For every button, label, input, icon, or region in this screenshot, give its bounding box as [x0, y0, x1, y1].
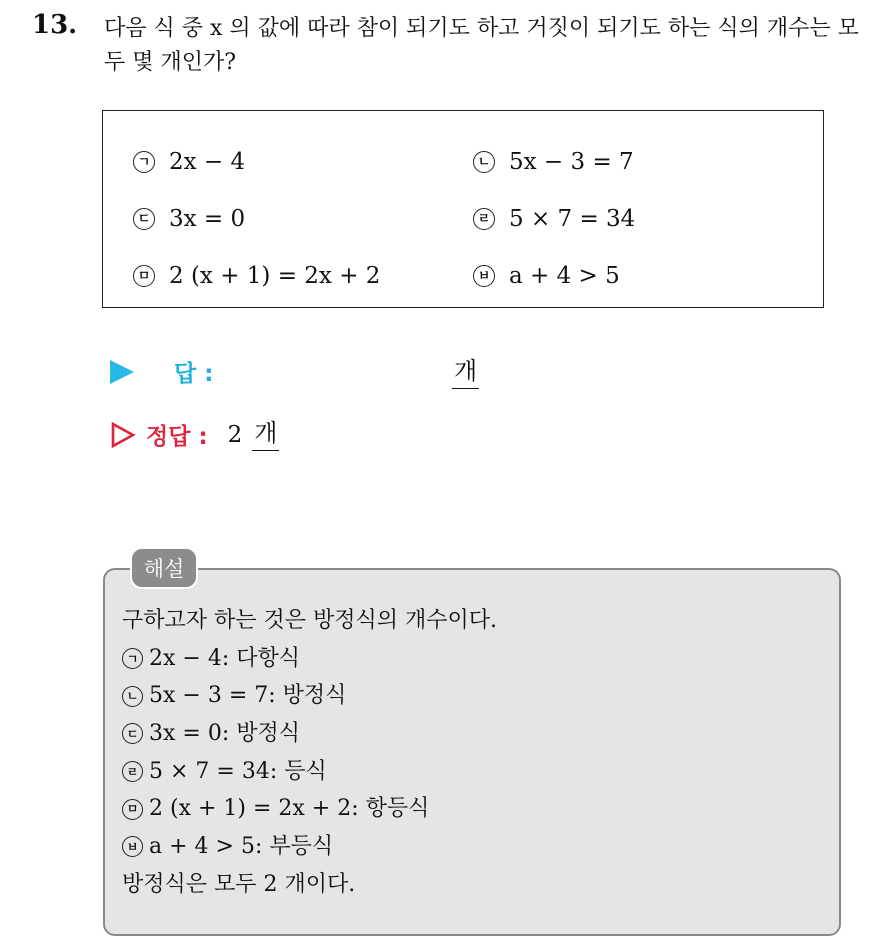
choice-marker: ㄴ	[473, 151, 495, 173]
choice-marker: ㄱ	[133, 151, 155, 173]
explanation-conclusion: 방정식은 모두 2 개이다.	[122, 871, 356, 897]
question-text: 다음 식 중 x 의 값에 따라 참이 되기도 하고 거짓이 되기도 하는 식의 개수는 모두 몇 개인가?	[104, 16, 859, 75]
item-marker: ㄱ	[122, 648, 143, 669]
choice-marker: ㄷ	[133, 208, 155, 230]
item-expression: 2x − 4	[149, 645, 222, 671]
play-triangle-icon	[110, 360, 134, 384]
outline-triangle-icon	[110, 422, 136, 448]
correct-label: 정답 :	[146, 424, 208, 450]
explanation-lines	[122, 602, 497, 904]
choice-expression: a + 4 > 5	[509, 263, 620, 289]
choice-3	[133, 206, 245, 232]
explanation-tab: 해설	[130, 547, 198, 589]
correct-unit: 개	[252, 418, 279, 451]
explanation-item	[122, 828, 497, 866]
choice-marker: ㅁ	[133, 265, 155, 287]
choice-expression: 2x − 4	[169, 149, 246, 175]
choice-1	[133, 149, 245, 175]
item-expression: 2 (x + 1) = 2x + 2	[149, 796, 352, 822]
answer-unit: 개	[452, 356, 479, 389]
choice-marker: ㅂ	[473, 265, 495, 287]
choice-expression: 3x = 0	[169, 206, 246, 232]
item-result: : 항등식	[351, 796, 430, 822]
item-result: : 다항식	[221, 645, 300, 671]
item-result: : 방정식	[268, 683, 347, 709]
item-expression: a + 4 > 5	[149, 834, 255, 860]
item-expression: 5 × 7 = 34	[149, 758, 270, 784]
explanation-intro: 구하고자 하는 것은 방정식의 개수이다.	[122, 608, 497, 633]
explanation-item	[122, 790, 497, 828]
choice-expression: 5 × 7 = 34	[509, 206, 636, 232]
item-marker: ㄷ	[122, 723, 143, 744]
correct-answer-row	[110, 418, 279, 451]
item-result: : 방정식	[221, 721, 300, 747]
choice-marker: ㄹ	[473, 208, 495, 230]
item-result: : 등식	[269, 758, 327, 784]
item-expression: 3x = 0	[149, 721, 222, 747]
answer-label: 답 :	[174, 361, 214, 387]
choice-2	[473, 149, 634, 175]
choices-box	[102, 110, 824, 308]
item-marker: ㄴ	[122, 686, 143, 707]
item-marker: ㅂ	[122, 836, 143, 857]
explanation-item	[122, 715, 497, 753]
explanation-item	[122, 640, 497, 678]
item-marker: ㄹ	[122, 761, 143, 782]
answer-row	[110, 355, 213, 388]
explanation-item	[122, 753, 497, 791]
choice-expression: 5x − 3 = 7	[509, 149, 634, 175]
choice-5	[133, 263, 380, 289]
choice-expression: 2 (x + 1) = 2x + 2	[169, 263, 381, 289]
correct-value: 2	[227, 421, 243, 448]
choice-6	[473, 263, 620, 289]
explanation-item	[122, 677, 497, 715]
item-expression: 5x − 3 = 7	[149, 683, 269, 709]
item-result: : 부등식	[254, 834, 334, 860]
question-number: 13.	[32, 10, 78, 40]
choice-4	[473, 206, 635, 232]
item-marker: ㅁ	[122, 799, 143, 820]
